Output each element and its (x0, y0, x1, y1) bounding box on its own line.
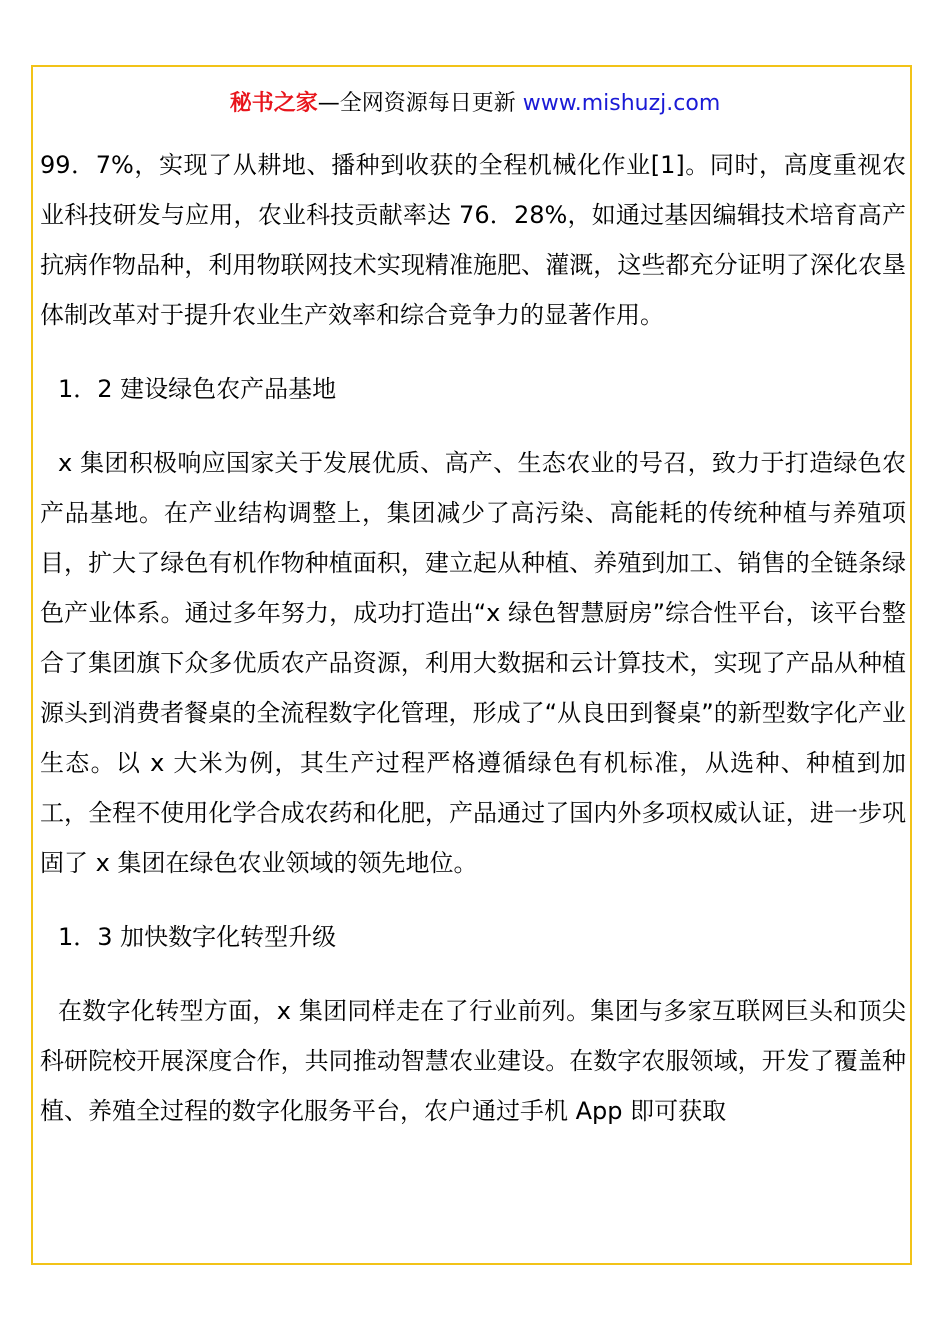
paragraph-1: 99．7%，实现了从耕地、播种到收获的全程机械化作业[1]。同时，高度重视农业科技研发与应用，农业科技贡献率达 76．28%，如通过基因编辑技术培育高产抗病作物品种，利用物联网技术实现精准施肥、灌溉，这些都充分证明了深化农垦体制改革对于提升农业生产效率和综合竞争力的显著作用。 (40, 151, 906, 329)
paragraph-2: x 集团积极响应国家关于发展优质、高产、生态农业的号召，致力于打造绿色农产品基地。在产业结构调整上，集团减少了高污染、高能耗的传统种植与养殖项目，扩大了绿色有机作物种植面积，建立起从种植、养殖到加工、销售的全链条绿色产业体系。通过多年努力，成功打造出“x 绿色智慧厨房”综合性平台，该平台整合了集团旗下众多优质农产品资源，利用大数据和云计算技术，实现了产品从种植源头到消费者餐桌的全流程数字化管理，形成了“从良田到餐桌”的新型数字化产业生态。以 x 大米为例，其生产过程严格遵循绿色有机标准，从选种、种植到加工，全程不使用化学合成农药和化肥，产品通过了国内外多项权威认证，进一步巩固了 x 集团在绿色农业领域的领先地位。 (40, 449, 906, 877)
brand-name: 秘书之家 (229, 91, 318, 116)
site-header (0, 88, 950, 120)
paragraph-3: 在数字化转型方面，x 集团同样走在了行业前列。集团与多家互联网巨头和顶尖科研院校开展深度合作，共同推动智慧农业建设。在数字农服领域，开发了覆盖种植、养殖全过程的数字化服务平台，农户通过手机 App 即可获取 (40, 997, 906, 1125)
document-body (40, 140, 906, 1136)
section-heading-1-2: 1．2 建设绿色农产品基地 (58, 375, 337, 403)
header-slogan: —全网资源每日更新 (317, 91, 523, 116)
section-heading-1-3: 1．3 加快数字化转型升级 (58, 923, 337, 951)
site-url-link[interactable]: www.mishuzj.com (522, 91, 721, 116)
